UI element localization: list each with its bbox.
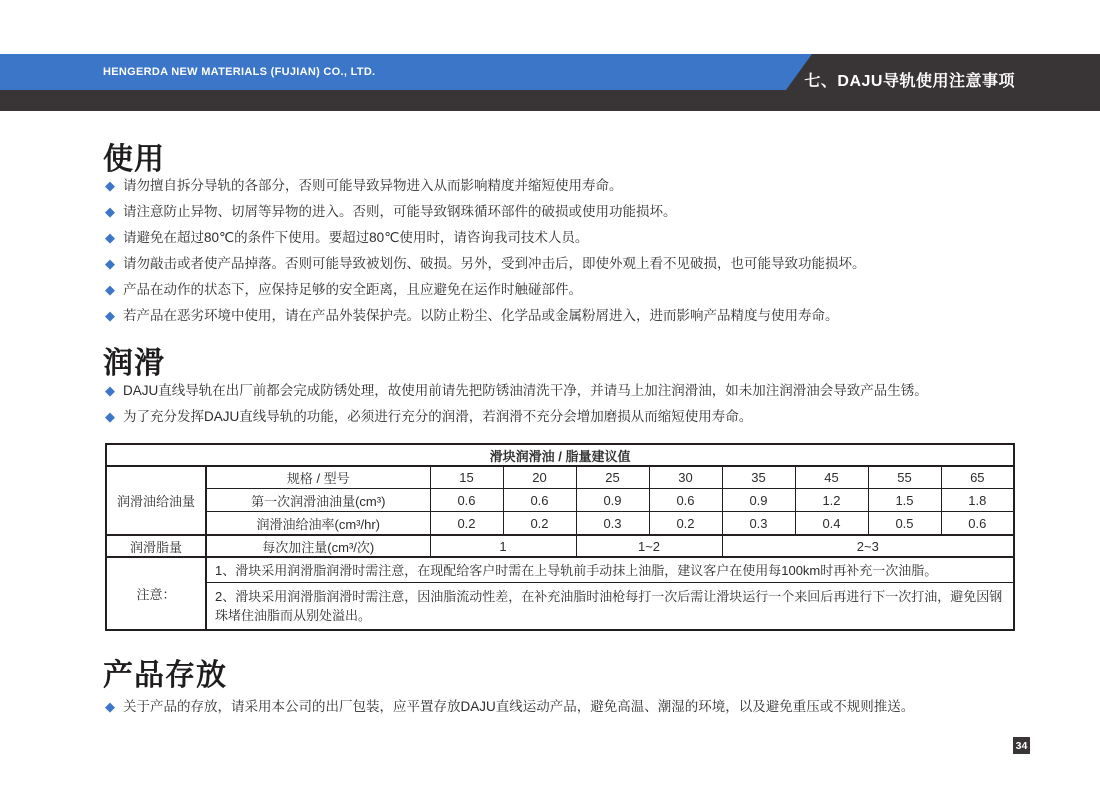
- table-caption: 滑块润滑油 / 脂量建议值: [106, 444, 1014, 466]
- diamond-bullet-icon: ◆: [105, 308, 115, 323]
- size-cell: 15: [430, 466, 503, 489]
- diamond-bullet-icon: ◆: [105, 256, 115, 271]
- usage-item-text: 请注意防止异物、切屑等异物的进入。否则，可能导致钢珠循环部件的破损或使用功能损坏。: [123, 204, 677, 219]
- list-item: [105, 303, 866, 329]
- size-cell: 45: [795, 466, 868, 489]
- rate-value-cell: 0.2: [503, 512, 576, 536]
- first-oil-value-cell: 1.8: [941, 489, 1014, 512]
- first-oil-label-cell: 第一次润滑油油量(cm³): [206, 489, 430, 512]
- size-cell: 65: [941, 466, 1014, 489]
- usage-item-text: 若产品在恶劣环境中使用，请在产品外装保护壳。以防止粉尘、化学品或金属粉屑进入，进而影响产品精度与使用寿命。: [123, 308, 839, 323]
- diamond-bullet-icon: ◆: [105, 409, 115, 424]
- list-item: [105, 404, 928, 430]
- usage-item-text: 请勿敲击或者使产品掉落。否则可能导致被划伤、破损。另外，受到冲击后，即使外观上看不见破损，也可能导致功能损坏。: [123, 256, 866, 271]
- usage-item-text: 产品在动作的状态下，应保持足够的安全距离，且应避免在运作时触碰部件。: [123, 282, 582, 297]
- first-oil-value-cell: 0.6: [649, 489, 722, 512]
- lubrication-heading: 润滑: [103, 347, 165, 380]
- spec-label-cell: 规格 / 型号: [206, 466, 430, 489]
- diamond-bullet-icon: ◆: [105, 383, 115, 398]
- grease-value-cell: 1~2: [576, 535, 722, 557]
- list-item: [105, 199, 866, 225]
- company-name: HENGERDA NEW MATERIALS (FUJIAN) CO., LTD.: [103, 66, 376, 78]
- usage-heading: 使用: [103, 143, 165, 176]
- lubrication-item-text: DAJU直线导轨在出厂前都会完成防锈处理，故使用前请先把防锈油清洗干净，并请马上加注润滑油，如未加注润滑油会导致产品生锈。: [123, 383, 928, 398]
- grease-label-cell: 每次加注量(cm³/次): [206, 535, 430, 557]
- rate-value-cell: 0.2: [430, 512, 503, 536]
- first-oil-value-cell: 0.9: [576, 489, 649, 512]
- size-cell: 55: [868, 466, 941, 489]
- list-item: [105, 225, 866, 251]
- usage-list: [105, 173, 866, 329]
- list-item: [105, 173, 866, 199]
- list-item: [105, 694, 914, 720]
- size-cell: 20: [503, 466, 576, 489]
- storage-heading: 产品存放: [103, 659, 227, 692]
- diamond-bullet-icon: ◆: [105, 699, 115, 714]
- rate-value-cell: 0.3: [722, 512, 795, 536]
- lubrication-list: [105, 378, 928, 430]
- diamond-bullet-icon: ◆: [105, 178, 115, 193]
- first-oil-value-cell: 1.2: [795, 489, 868, 512]
- diamond-bullet-icon: ◆: [105, 230, 115, 245]
- page-number-badge: 34: [1013, 737, 1030, 754]
- first-oil-value-cell: 1.5: [868, 489, 941, 512]
- rate-value-cell: 0.5: [868, 512, 941, 536]
- usage-item-text: 请勿擅自拆分导轨的各部分，否则可能导致异物进入从而影响精度并缩短使用寿命。: [123, 178, 623, 193]
- usage-item-text: 请避免在超过80℃的条件下使用。要超过80℃使用时，请咨询我司技术人员。: [123, 230, 589, 245]
- list-item: [105, 378, 928, 404]
- rate-value-cell: 0.2: [649, 512, 722, 536]
- note-text-cell: 2、滑块采用润滑脂润滑时需注意，因油脂流动性差，在补充油脂时油枪每打一次后需让滑块运行一个来回后再进行下一次打油，避免因钢珠堵住油脂而从别处溢出。: [215, 589, 1003, 623]
- note-label-cell: 注意：: [106, 557, 206, 630]
- first-oil-value-cell: 0.9: [722, 489, 795, 512]
- diamond-bullet-icon: ◆: [105, 204, 115, 219]
- note-text-cell: 1、滑块采用润滑脂润滑时需注意，在现配给客户时需在上导轨前手动抹上油脂，建议客户在使用每100km时再补充一次油脂。: [206, 557, 1014, 583]
- storage-item-text: 关于产品的存放，请采用本公司的出厂包装，应平置存放DAJU直线运动产品，避免高温、潮湿的环境，以及避免重压或不规则推送。: [123, 699, 915, 714]
- list-item: [105, 277, 866, 303]
- size-cell: 30: [649, 466, 722, 489]
- rate-value-cell: 0.4: [795, 512, 868, 536]
- rate-value-cell: 0.6: [941, 512, 1014, 536]
- list-item: [105, 251, 866, 277]
- row-group-grease: 润滑脂量: [106, 535, 206, 557]
- lubrication-item-text: 为了充分发挥DAJU直线导轨的功能，必须进行充分的润滑，若润滑不充分会增加磨损从而缩短使用寿命。: [123, 409, 753, 424]
- lubrication-table: [105, 443, 1015, 631]
- section-banner-title: 七、DAJU导轨使用注意事项: [804, 73, 1015, 90]
- size-cell: 25: [576, 466, 649, 489]
- first-oil-value-cell: 0.6: [503, 489, 576, 512]
- row-group-oil: 润滑油给油量: [106, 466, 206, 535]
- grease-value-cell: 2~3: [722, 535, 1014, 557]
- rate-value-cell: 0.3: [576, 512, 649, 536]
- grease-value-cell: 1: [430, 535, 576, 557]
- size-cell: 35: [722, 466, 795, 489]
- first-oil-value-cell: 0.6: [430, 489, 503, 512]
- rate-label-cell: 润滑油给油率(cm³/hr): [206, 512, 430, 536]
- storage-list: [105, 694, 914, 720]
- diamond-bullet-icon: ◆: [105, 282, 115, 297]
